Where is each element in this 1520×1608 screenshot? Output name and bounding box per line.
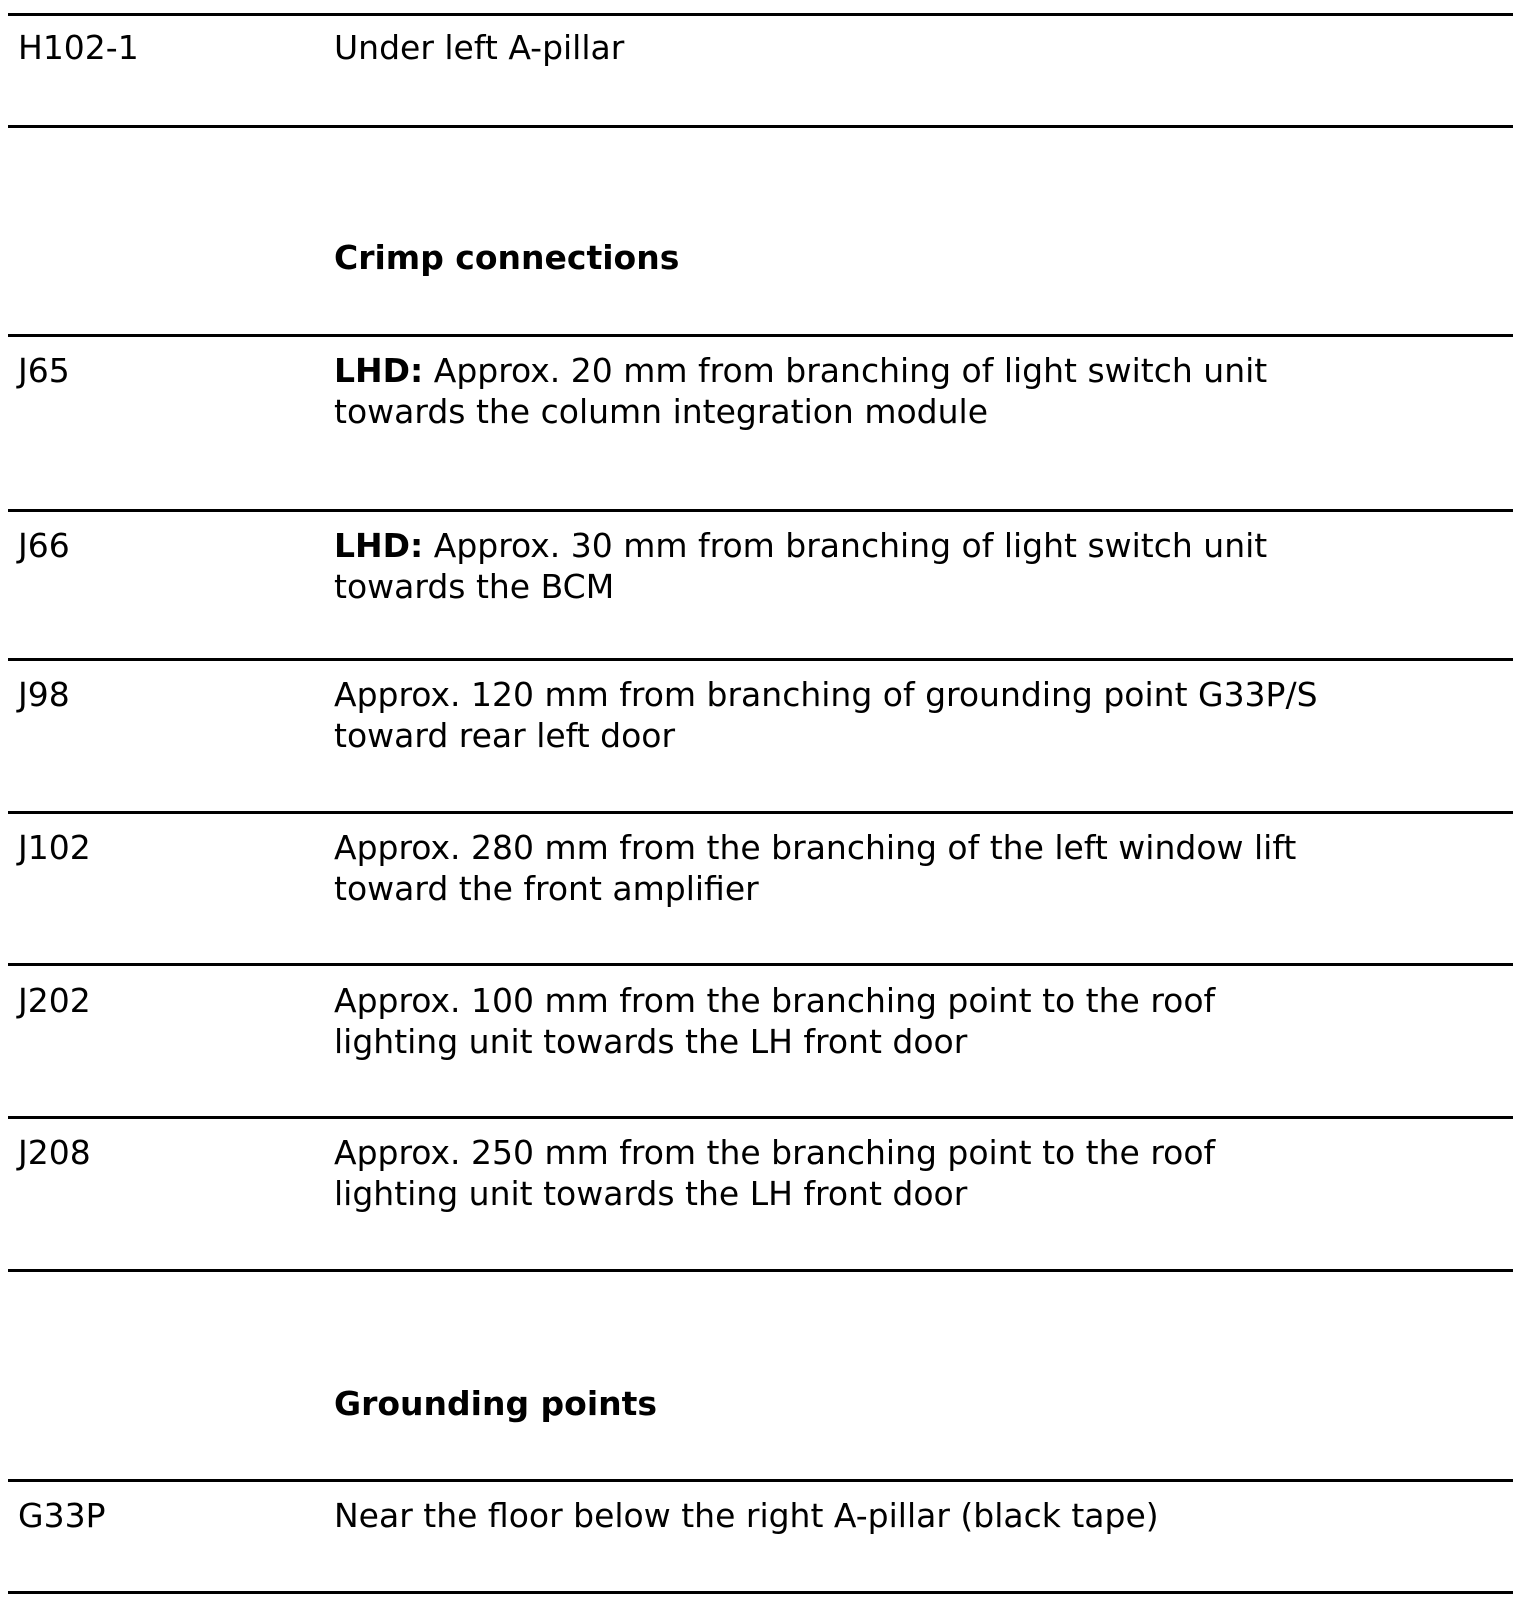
row-description-text: Approx. 280 mm from the branching of the left window lift toward the front amplifier — [334, 828, 1297, 908]
row-description-text: Approx. 100 mm from the branching point to the roof lighting unit towards the LH front door — [334, 981, 1216, 1061]
row-description-text: Approx. 120 mm from branching of grounding point G33P/S toward rear left door — [334, 675, 1318, 755]
row-code: J66 — [18, 526, 70, 565]
table-rule — [8, 963, 1513, 966]
row-code: J102 — [18, 828, 91, 867]
row-code: J208 — [18, 1133, 91, 1172]
row-description-prefix: LHD: — [334, 526, 424, 565]
row-code: J98 — [18, 675, 70, 714]
row-description — [334, 1495, 1334, 1536]
row-description — [334, 27, 1334, 68]
table-rule — [8, 334, 1513, 337]
row-code: J202 — [18, 981, 91, 1020]
row-description-text: Near the floor below the right A-pillar (black tape) — [334, 1496, 1159, 1535]
table-rule — [8, 125, 1513, 128]
row-description-prefix: LHD: — [334, 351, 424, 390]
table-rule — [8, 658, 1513, 661]
table-rule — [8, 1269, 1513, 1272]
row-code: J65 — [18, 351, 70, 390]
row-description — [334, 827, 1334, 909]
table-rule — [8, 1479, 1513, 1482]
section-heading-crimp: Crimp connections — [334, 238, 680, 277]
section-heading-grounding: Grounding points — [334, 1384, 658, 1423]
row-description — [334, 980, 1334, 1062]
row-description-text: Approx. 20 mm from branching of light switch unit towards the column integration module — [334, 351, 1268, 431]
table-rule — [8, 811, 1513, 814]
row-description — [334, 350, 1334, 432]
row-description-text: Approx. 250 mm from the branching point to the roof lighting unit towards the LH front door — [334, 1133, 1216, 1213]
table-rule — [8, 1591, 1513, 1594]
row-description — [334, 525, 1334, 607]
row-code: H102-1 — [18, 28, 139, 67]
row-description-text: Under left A-pillar — [334, 28, 625, 67]
table-rule — [8, 1116, 1513, 1119]
table-rule — [8, 509, 1513, 512]
row-description — [334, 674, 1334, 756]
table-rule — [8, 13, 1513, 16]
row-description-text: Approx. 30 mm from branching of light switch unit towards the BCM — [334, 526, 1268, 606]
row-description — [334, 1132, 1334, 1214]
row-code: G33P — [18, 1496, 106, 1535]
